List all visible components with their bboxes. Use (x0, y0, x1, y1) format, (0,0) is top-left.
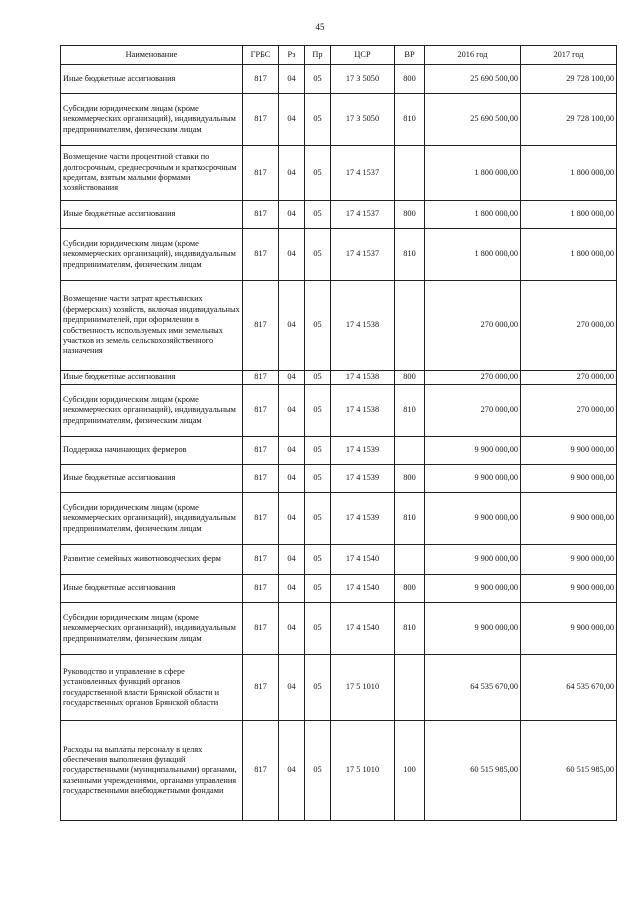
cell-name: Иные бюджетные ассигнования (61, 465, 243, 493)
cell-2016: 9 900 000,00 (425, 545, 521, 575)
cell-csr: 17 4 1540 (331, 545, 395, 575)
cell-grbs: 817 (243, 493, 279, 545)
cell-rz: 04 (279, 385, 305, 437)
cell-grbs: 817 (243, 465, 279, 493)
cell-name: Иные бюджетные ассигнования (61, 201, 243, 229)
cell-vr: 800 (395, 371, 425, 385)
cell-csr: 17 4 1537 (331, 229, 395, 281)
cell-2016: 60 515 985,00 (425, 721, 521, 821)
cell-rz: 04 (279, 201, 305, 229)
cell-pr: 05 (305, 371, 331, 385)
cell-2016: 9 900 000,00 (425, 603, 521, 655)
cell-grbs: 817 (243, 655, 279, 721)
table-row (61, 229, 617, 281)
cell-vr (395, 655, 425, 721)
table-body (61, 65, 617, 821)
table-row (61, 385, 617, 437)
cell-grbs: 817 (243, 371, 279, 385)
cell-grbs: 817 (243, 281, 279, 371)
cell-2017: 270 000,00 (521, 281, 617, 371)
header-pr: Пр (305, 46, 331, 65)
cell-grbs: 817 (243, 229, 279, 281)
cell-name: Субсидии юридическим лицам (кроме некоммерческих организаций), индивидуальным предпринимателям, физическим лицам (61, 385, 243, 437)
cell-grbs: 817 (243, 545, 279, 575)
cell-csr: 17 4 1539 (331, 493, 395, 545)
cell-csr: 17 4 1538 (331, 371, 395, 385)
cell-rz: 04 (279, 721, 305, 821)
cell-2017: 60 515 985,00 (521, 721, 617, 821)
cell-pr: 05 (305, 721, 331, 821)
cell-pr: 05 (305, 281, 331, 371)
budget-table (60, 45, 617, 821)
table-row (61, 603, 617, 655)
cell-2017: 29 728 100,00 (521, 94, 617, 146)
table-row (61, 465, 617, 493)
cell-2016: 1 800 000,00 (425, 229, 521, 281)
cell-rz: 04 (279, 281, 305, 371)
cell-csr: 17 4 1537 (331, 201, 395, 229)
cell-2017: 9 900 000,00 (521, 603, 617, 655)
cell-2017: 1 800 000,00 (521, 146, 617, 201)
cell-2016: 25 690 500,00 (425, 94, 521, 146)
cell-grbs: 817 (243, 603, 279, 655)
header-vr: ВР (395, 46, 425, 65)
cell-2016: 270 000,00 (425, 281, 521, 371)
cell-name: Иные бюджетные ассигнования (61, 65, 243, 94)
table-row (61, 281, 617, 371)
cell-2017: 9 900 000,00 (521, 465, 617, 493)
cell-csr: 17 4 1540 (331, 575, 395, 603)
cell-2016: 9 900 000,00 (425, 575, 521, 603)
cell-rz: 04 (279, 371, 305, 385)
cell-pr: 05 (305, 465, 331, 493)
cell-pr: 05 (305, 655, 331, 721)
cell-vr (395, 437, 425, 465)
cell-pr: 05 (305, 437, 331, 465)
cell-name: Руководство и управление в сфере установленных функций органов государственной власти Брянской области и государственных органов Брянской области (61, 655, 243, 721)
cell-rz: 04 (279, 65, 305, 94)
header-2017: 2017 год (521, 46, 617, 65)
cell-name: Иные бюджетные ассигнования (61, 371, 243, 385)
table-row (61, 575, 617, 603)
cell-vr (395, 545, 425, 575)
cell-2017: 9 900 000,00 (521, 575, 617, 603)
cell-csr: 17 4 1538 (331, 385, 395, 437)
cell-pr: 05 (305, 603, 331, 655)
cell-pr: 05 (305, 229, 331, 281)
cell-name: Субсидии юридическим лицам (кроме некоммерческих организаций), индивидуальным предпринимателям, физическим лицам (61, 229, 243, 281)
cell-rz: 04 (279, 94, 305, 146)
table-row (61, 65, 617, 94)
cell-vr: 810 (395, 493, 425, 545)
cell-name: Развитие семейных животноводческих ферм (61, 545, 243, 575)
cell-2017: 270 000,00 (521, 371, 617, 385)
cell-vr: 810 (395, 94, 425, 146)
cell-2016: 25 690 500,00 (425, 65, 521, 94)
page-number: 45 (315, 22, 325, 32)
cell-2016: 64 535 670,00 (425, 655, 521, 721)
cell-csr: 17 3 5050 (331, 94, 395, 146)
cell-vr (395, 281, 425, 371)
cell-2017: 64 535 670,00 (521, 655, 617, 721)
cell-csr: 17 4 1538 (331, 281, 395, 371)
cell-name: Субсидии юридическим лицам (кроме некоммерческих организаций), индивидуальным предпринимателям, физическим лицам (61, 493, 243, 545)
table-row (61, 655, 617, 721)
cell-rz: 04 (279, 493, 305, 545)
cell-rz: 04 (279, 545, 305, 575)
header-csr: ЦСР (331, 46, 395, 65)
cell-vr: 800 (395, 65, 425, 94)
cell-pr: 05 (305, 493, 331, 545)
cell-2017: 1 800 000,00 (521, 201, 617, 229)
cell-pr: 05 (305, 385, 331, 437)
table-row (61, 201, 617, 229)
header-name: Наименование (61, 46, 243, 65)
cell-vr: 810 (395, 603, 425, 655)
cell-csr: 17 4 1537 (331, 146, 395, 201)
cell-pr: 05 (305, 65, 331, 94)
cell-grbs: 817 (243, 721, 279, 821)
cell-vr: 810 (395, 385, 425, 437)
cell-2017: 29 728 100,00 (521, 65, 617, 94)
cell-2016: 9 900 000,00 (425, 465, 521, 493)
table-row (61, 371, 617, 385)
cell-csr: 17 4 1539 (331, 437, 395, 465)
cell-rz: 04 (279, 655, 305, 721)
cell-2016: 9 900 000,00 (425, 437, 521, 465)
cell-grbs: 817 (243, 146, 279, 201)
cell-name: Субсидии юридическим лицам (кроме некоммерческих организаций), индивидуальным предпринимателям, физическим лицам (61, 603, 243, 655)
cell-vr: 100 (395, 721, 425, 821)
cell-2017: 9 900 000,00 (521, 437, 617, 465)
cell-2016: 1 800 000,00 (425, 146, 521, 201)
cell-name: Расходы на выплаты персоналу в целях обеспечения выполнения функций государственными (муниципальными) органами, казенными учреждениями, органами управления государственными внебюджетными фондами (61, 721, 243, 821)
table-row (61, 721, 617, 821)
cell-2017: 9 900 000,00 (521, 545, 617, 575)
cell-rz: 04 (279, 146, 305, 201)
cell-vr: 800 (395, 465, 425, 493)
cell-2017: 270 000,00 (521, 385, 617, 437)
cell-grbs: 817 (243, 65, 279, 94)
cell-pr: 05 (305, 545, 331, 575)
table-header-row (61, 46, 617, 65)
cell-pr: 05 (305, 94, 331, 146)
cell-name: Поддержка начинающих фермеров (61, 437, 243, 465)
cell-rz: 04 (279, 437, 305, 465)
cell-grbs: 817 (243, 437, 279, 465)
cell-csr: 17 5 1010 (331, 721, 395, 821)
table-row (61, 437, 617, 465)
cell-vr (395, 146, 425, 201)
cell-2016: 9 900 000,00 (425, 493, 521, 545)
table-row (61, 493, 617, 545)
cell-grbs: 817 (243, 94, 279, 146)
cell-rz: 04 (279, 465, 305, 493)
cell-csr: 17 4 1540 (331, 603, 395, 655)
cell-csr: 17 4 1539 (331, 465, 395, 493)
cell-grbs: 817 (243, 385, 279, 437)
header-rz: Рз (279, 46, 305, 65)
header-2016: 2016 год (425, 46, 521, 65)
cell-grbs: 817 (243, 575, 279, 603)
cell-rz: 04 (279, 229, 305, 281)
cell-2017: 1 800 000,00 (521, 229, 617, 281)
cell-name: Субсидии юридическим лицам (кроме некоммерческих организаций), индивидуальным предпринимателям, физическим лицам (61, 94, 243, 146)
cell-name: Возмещение части затрат крестьянских (фермерских) хозяйств, включая индивидуальных предпринимателей, при оформлении в собственность используемых ими земельных участков из земель сельскохозяйственного назначения (61, 281, 243, 371)
cell-2016: 270 000,00 (425, 371, 521, 385)
cell-name: Возмещение части процентной ставки по долгосрочным, среднесрочным и краткосрочным кредитам, взятым малыми формами хозяйствования (61, 146, 243, 201)
cell-grbs: 817 (243, 201, 279, 229)
table-row (61, 545, 617, 575)
cell-2016: 1 800 000,00 (425, 201, 521, 229)
cell-pr: 05 (305, 575, 331, 603)
cell-vr: 800 (395, 575, 425, 603)
cell-csr: 17 3 5050 (331, 65, 395, 94)
table-row (61, 146, 617, 201)
cell-pr: 05 (305, 146, 331, 201)
cell-pr: 05 (305, 201, 331, 229)
cell-name: Иные бюджетные ассигнования (61, 575, 243, 603)
header-grbs: ГРБС (243, 46, 279, 65)
cell-vr: 800 (395, 201, 425, 229)
table-row (61, 94, 617, 146)
cell-csr: 17 5 1010 (331, 655, 395, 721)
cell-rz: 04 (279, 575, 305, 603)
cell-rz: 04 (279, 603, 305, 655)
cell-2017: 9 900 000,00 (521, 493, 617, 545)
cell-vr: 810 (395, 229, 425, 281)
cell-2016: 270 000,00 (425, 385, 521, 437)
